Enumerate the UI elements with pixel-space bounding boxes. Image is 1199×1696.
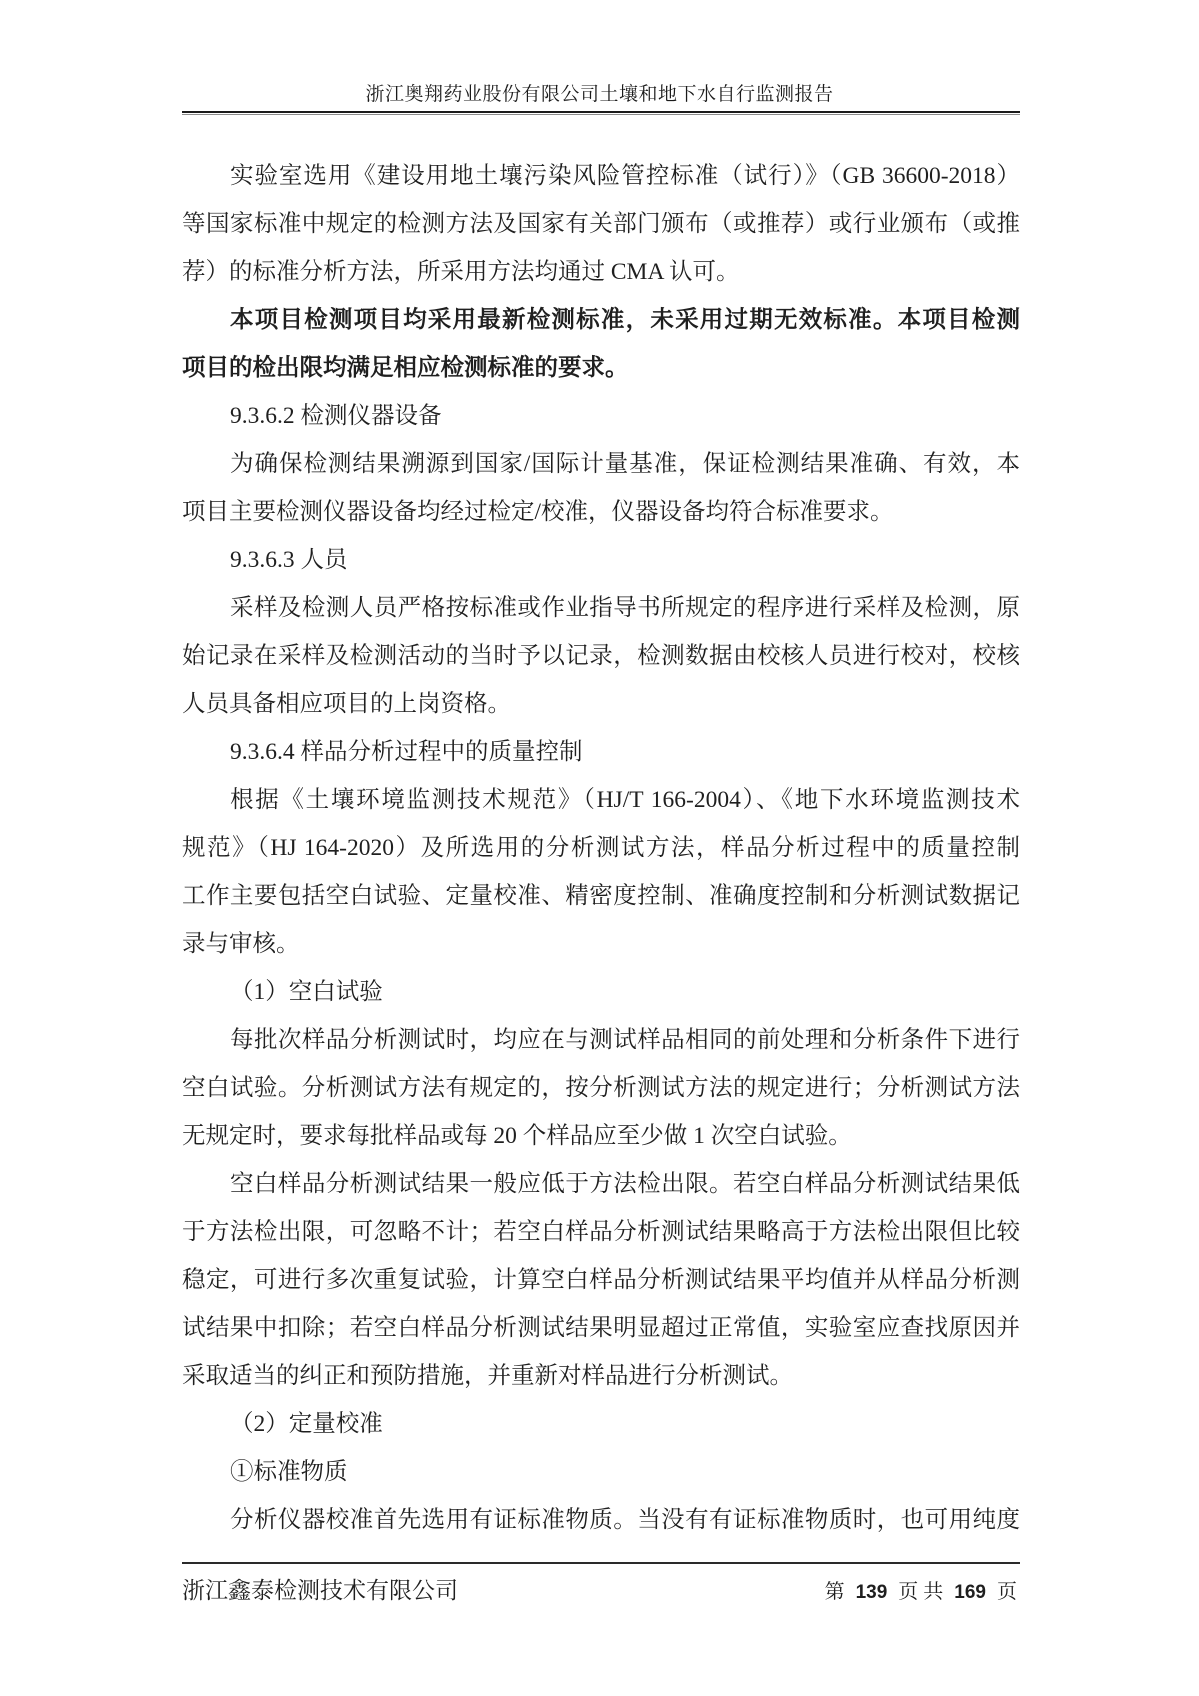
body-line: 工作主要包括空白试验、定量校准、精密度控制、准确度控制和分析测试数据记 xyxy=(182,883,1020,909)
body-line: 项目的检出限均满足相应检测标准的要求。 xyxy=(182,355,629,381)
body-line: 无规定时，要求每批样品或每 20 个样品应至少做 1 次空白试验。 xyxy=(182,1123,852,1149)
body-line: 空白试验。分析测试方法有规定的，按分析测试方法的规定进行；分析测试方法 xyxy=(182,1075,1020,1101)
body-line: 分析仪器校准首先选用有证标准物质。当没有有证标准物质时，也可用纯度 xyxy=(230,1507,1020,1533)
body-line: 本项目检测项目均采用最新检测标准，未采用过期无效标准。本项目检测 xyxy=(230,307,1020,333)
body-line: 于方法检出限，可忽略不计；若空白样品分析测试结果略高于方法检出限但比较 xyxy=(182,1219,1020,1245)
body-line: 采样及检测人员严格按标准或作业指导书所规定的程序进行采样及检测，原 xyxy=(230,595,1020,621)
page-footer xyxy=(182,1572,1020,1605)
body-line: 实验室选用《建设用地土壤污染风险管控标准（试行）》（GB 36600-2018） xyxy=(230,163,1020,189)
body-line: 根据《土壤环境监测技术规范》（HJ/T 166-2004）、《地下水环境监测技术 xyxy=(230,787,1020,813)
footer-page-info xyxy=(822,1575,1020,1604)
footer-page-middle: 页 共 xyxy=(898,1581,944,1603)
footer-company: 浙江鑫泰检测技术有限公司 xyxy=(182,1578,458,1603)
body-line: 项目主要检测仪器设备均经过检定/校准，仪器设备均符合标准要求。 xyxy=(182,499,894,525)
footer-page-total: 169 xyxy=(954,1582,986,1603)
header-rule-thin-line xyxy=(182,114,1020,115)
body-line: 试结果中扣除；若空白样品分析测试结果明显超过正常值，实验室应查找原因并 xyxy=(182,1315,1020,1341)
body-line: 等国家标准中规定的检测方法及国家有关部门颁布（或推荐）或行业颁布（或推 xyxy=(182,211,1020,237)
body-lines xyxy=(182,152,1020,1544)
body-line: 荐）的标准分析方法，所采用方法均通过 CMA 认可。 xyxy=(182,259,740,285)
body-line: 每批次样品分析测试时，均应在与测试样品相同的前处理和分析条件下进行 xyxy=(230,1027,1020,1053)
body-line: ①标准物质 xyxy=(230,1459,348,1485)
footer-page-prefix: 第 xyxy=(824,1581,845,1603)
header-rule xyxy=(182,111,1020,115)
body-line: 始记录在采样及检测活动的当时予以记录，检测数据由校核人员进行校对，校核 xyxy=(182,643,1020,669)
body-line: 9.3.6.4 样品分析过程中的质量控制 xyxy=(230,739,583,765)
body-line: 9.3.6.2 检测仪器设备 xyxy=(230,403,442,429)
body-line: 录与审核。 xyxy=(182,931,300,957)
body-line: 空白样品分析测试结果一般应低于方法检出限。若空白样品分析测试结果低 xyxy=(230,1171,1020,1197)
body-line: 规范》（HJ 164-2020）及所选用的分析测试方法，样品分析过程中的质量控制 xyxy=(182,835,1020,861)
body-line: 人员具备相应项目的上岗资格。 xyxy=(182,691,511,717)
body-line: 9.3.6.3 人员 xyxy=(230,547,348,573)
footer-rule xyxy=(182,1562,1020,1564)
body-line: 采取适当的纠正和预防措施，并重新对样品进行分析测试。 xyxy=(182,1363,793,1389)
body-line: （2）定量校准 xyxy=(230,1411,383,1437)
header-title: 浙江奥翔药业股份有限公司土壤和地下水自行监测报告 xyxy=(365,84,834,105)
footer-page-suffix: 页 xyxy=(997,1581,1017,1603)
body-line: 稳定，可进行多次重复试验，计算空白样品分析测试结果平均值并从样品分析测 xyxy=(182,1267,1020,1293)
body-line: 为确保检测结果溯源到国家/国际计量基准，保证检测结果准确、有效，本 xyxy=(230,451,1020,477)
body-line: （1）空白试验 xyxy=(230,979,383,1005)
footer-page-current: 139 xyxy=(855,1582,888,1603)
